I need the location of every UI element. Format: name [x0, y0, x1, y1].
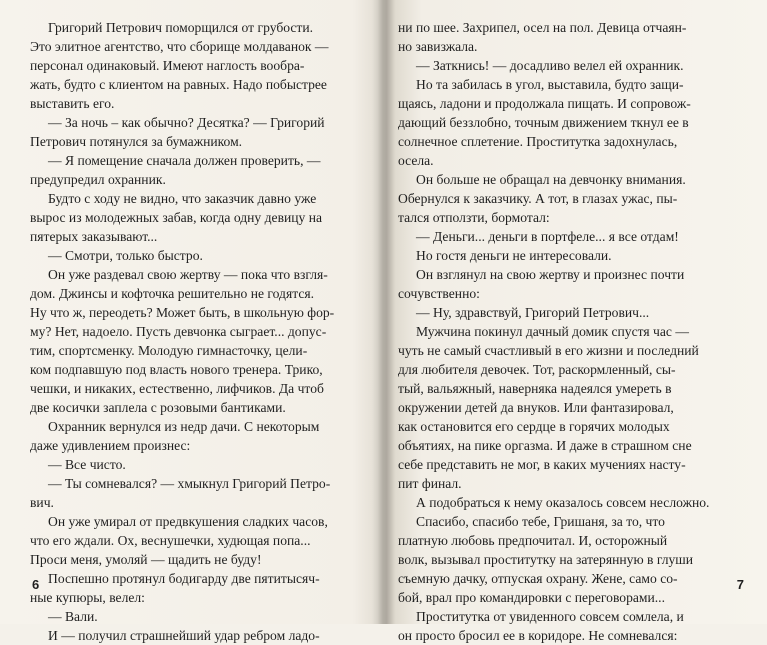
text-line: Но та забилась в угол, выставила, будто защи- — [416, 77, 684, 92]
text-line: — Ты сомневался? — хмыкнул Григорий Петро- — [48, 476, 331, 491]
text-line: Он больше не обращал на девчонку внимания. — [416, 172, 686, 187]
text-line: Григорий Петрович поморщился от грубости. — [48, 20, 314, 35]
page-number-left: 6 — [32, 577, 40, 592]
text-line: жать, будто с клиентом на равных. Надо побыстрее — [30, 77, 327, 92]
text-line: окружении детей да внуков. Или фантазировал, — [398, 400, 674, 415]
text-line: — За ночь – как обычно? Десятка? — Григорий — [48, 115, 325, 130]
text-line: Обернулся к заказчику. А тот, в глазах ужас, пы- — [398, 191, 678, 206]
text-line: Поспешно протянул бодигарду две пятитысяч- — [48, 571, 320, 586]
text-line: — Я помещение сначала должен проверить, — — [48, 153, 321, 168]
text-line: осела. — [398, 153, 434, 168]
text-line: он просто бросил ее в коридоре. Не сомневался: — [398, 628, 678, 643]
text-line: даже удивлением произнес: — [30, 438, 191, 453]
left-page — [30, 18, 368, 643]
text-line: И — получил страшнейший удар ребром ладо- — [48, 628, 320, 643]
text-line: себе представить не мог, в каких мучениях насту- — [398, 457, 686, 472]
book-gutter — [372, 0, 394, 624]
text-line: бой, врал про командировки с переговорами... — [398, 590, 665, 605]
text-line: дом. Джинсы и кофточка решительно не годятся. — [30, 286, 315, 301]
text-line: Проси меня, умоляй — щадить не буду! — [30, 552, 262, 567]
text-line: пит финал. — [398, 476, 462, 491]
text-line: объятиях, на пике оргазма. И даже в страшном сне — [398, 438, 692, 453]
text-line: солнечное сплетение. Проститутка задохнулась, — [398, 134, 678, 149]
text-line: тый, вальяжный, наверняка надеялся умереть в — [398, 381, 672, 396]
text-line: чешки, и никаких, естественно, лифчиков. Да чтоб — [30, 381, 324, 396]
text-line: — Смотри, только быстро. — [48, 248, 203, 263]
text-line: что его ждали. Ох, веснушечки, худющая попа... — [30, 533, 311, 548]
text-line: две косички заплела с розовыми бантиками. — [30, 400, 286, 415]
text-line: но завизжала. — [398, 39, 478, 54]
text-line: пятерых заказывают... — [30, 229, 158, 244]
left-page-text — [30, 18, 368, 645]
text-line: Проститутка от увиденного совсем сомлела, и — [416, 609, 684, 624]
text-line: Мужчина покинул дачный домик спустя час — — [416, 324, 689, 339]
text-line: тался отползти, бормотал: — [398, 210, 550, 225]
text-line: — Все чисто. — [48, 457, 126, 472]
text-line: му? Нет, надоело. Пусть девчонка сыграет... допус- — [30, 324, 327, 339]
text-line: предупредил охранник. — [30, 172, 166, 187]
text-line: Он взглянул на свою жертву и произнес почти — [416, 267, 685, 282]
text-line: Он уже раздевал свою жертву — пока что взгля- — [48, 267, 328, 282]
text-line: Спасибо, спасибо тебе, Гришаня, за то, что — [416, 514, 665, 529]
text-line: чуть не самый счастливый в его жизни и последний — [398, 343, 699, 358]
text-line: вич. — [30, 495, 54, 510]
text-line: — Вали. — [48, 609, 98, 624]
text-line: — Ну, здравствуй, Григорий Петрович... — [416, 305, 650, 320]
right-page — [398, 18, 746, 643]
text-line: Он уже умирал от предвкушения сладких часов, — [48, 514, 328, 529]
page-number-right: 7 — [736, 577, 744, 592]
text-line: персонал одинаковый. Имеют наглость вообра- — [30, 58, 305, 73]
text-line: Но гостя деньги не интересовали. — [416, 248, 612, 263]
text-line: вырос из молодежных забав, когда одну девицу на — [30, 210, 323, 225]
text-line: дающий беззлобно, точным движением ткнул ее в — [398, 115, 689, 130]
text-line: Ну что ж, переодеть? Может быть, в школьную фор- — [30, 305, 335, 320]
text-line: ни по шее. Захрипел, осел на пол. Девица отчаян- — [398, 20, 687, 35]
text-line: платную любовь предпочитал. И, осторожный — [398, 533, 668, 548]
text-line: как остановится его сердце в горячих молодых — [398, 419, 670, 434]
text-line: щаясь, ладони и продолжала пищать. И сопровож- — [398, 96, 691, 111]
text-line: волк, вызывал проститутку на затерянную в глуши — [398, 552, 694, 567]
text-line: Будто с ходу не видно, что заказчик давно уже — [48, 191, 317, 206]
text-line: Это элитное агентство, что сборище молдаванок — — [30, 39, 329, 54]
text-line: выставить его. — [30, 96, 115, 111]
text-line: съемную дачку, отпуская охрану. Жене, само со- — [398, 571, 678, 586]
text-line: Охранник вернулся из недр дачи. С некоторым — [48, 419, 320, 434]
text-line: для любителя девочек. Тот, раскормленный, сы- — [398, 362, 676, 377]
text-line: тим, спортсменку. Молодую гимнасточку, цели- — [30, 343, 308, 358]
text-line: сочувственно: — [398, 286, 480, 301]
text-line: ком подпавшую под власть нового тренера. Трико, — [30, 362, 323, 377]
text-line: ные купюры, велел: — [30, 590, 145, 605]
text-line: — Заткнись! — досадливо велел ей охранник. — [416, 58, 684, 73]
text-line: — Деньги... деньги в портфеле... я все отдам! — [416, 229, 679, 244]
text-line: А подобраться к нему оказалось совсем несложно. — [416, 495, 710, 510]
right-page-text — [398, 18, 746, 645]
text-line: Петрович потянулся за бумажником. — [30, 134, 243, 149]
